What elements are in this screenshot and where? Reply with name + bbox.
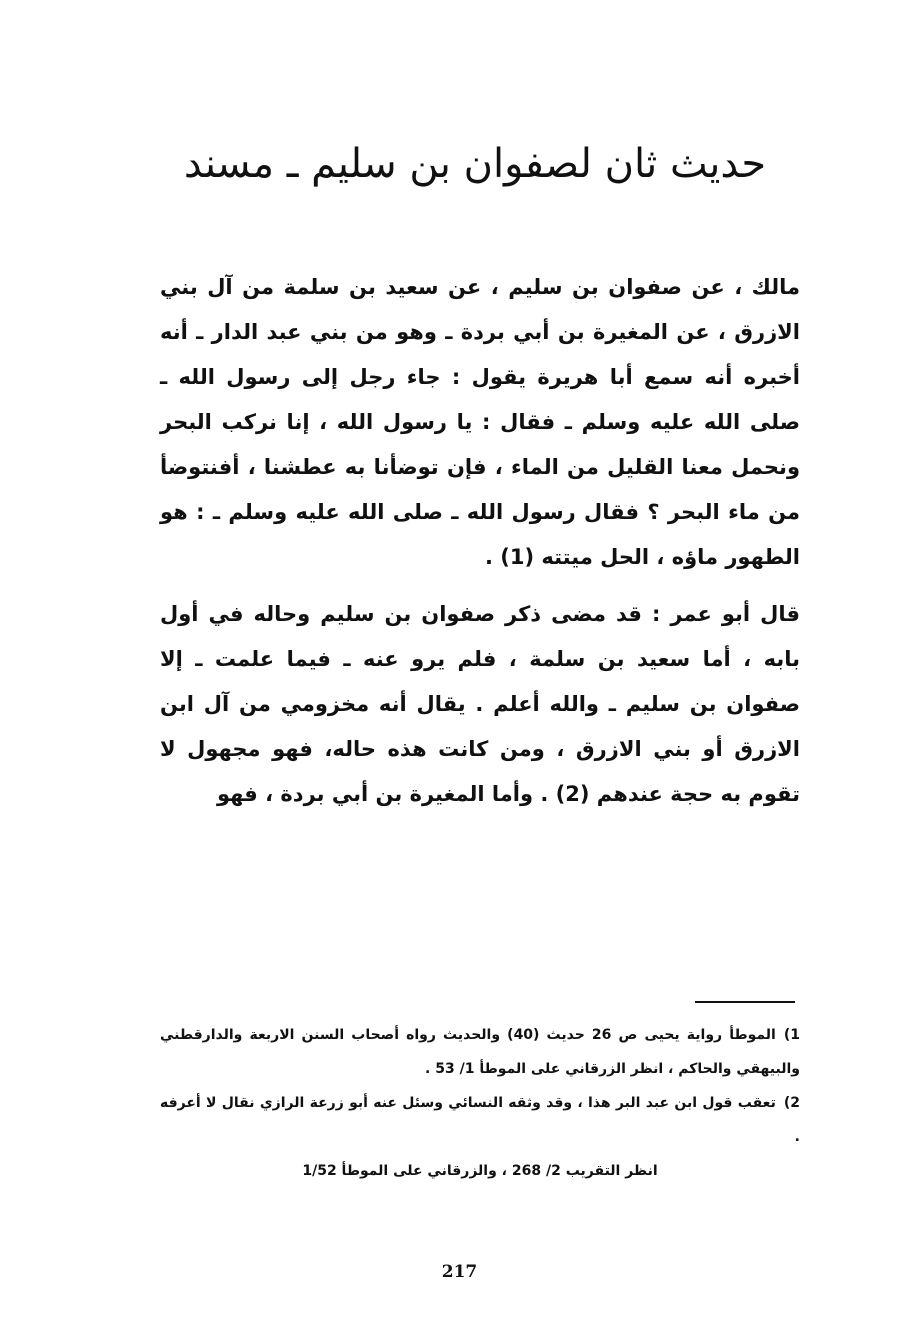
footnote-2-continuation: انظر التقريب 2/ 268 ، والزرقاني على الموطأ 1/52 [302,1163,658,1179]
paragraph-commentary: قال أبو عمر : قد مضى ذكر صفوان بن سليم وحاله في أول بابه ، أما سعيد بن سلمة ، فلم يرو عنه ـ فيما علمت ـ إلا صفوان بن سليم ـ والله أعلم . يقال أنه مخزومي من آل ابن الازرق أو بني الازرق ، ومن كانت هذه حاله، فهو مجهول لا تقوم به حجة عندهم (2) . وأما المغيرة بن أبي بردة ، فهو [160,602,800,806]
footnote-2-number: 2) [783,1095,800,1111]
footnote-2-text: تعقب قول ابن عبد البر هذا ، وقد وثقه النسائي وسئل عنه أبو زرعة الرازي نقال لا أعرفه . [160,1095,800,1145]
footnote-1-number: 1) [783,1027,801,1043]
footnotes [160,1018,800,1188]
page-title: حديث ثان لصفوان بن سليم ـ مسند [183,141,767,187]
page-number: 217 [441,1262,478,1282]
paragraph-hadith: مالك ، عن صفوان بن سليم ، عن سعيد بن سلمة من آل بني الازرق ، عن المغيرة بن أبي بردة ـ وهو من بني عبد الدار ـ أنه أخبره أنه سمع أبا هريرة يقول : جاء رجل إلى رسول الله ـ صلى الله عليه وسلم ـ فقال : يا رسول الله ، إنا نركب البحر ونحمل معنا القليل من الماء ، فإن توضأنا به عطشنا ، أفنتوضأ من ماء البحر ؟ فقال رسول الله ـ صلى الله عليه وسلم ـ : هو الطهور ماؤه ، الحل ميتته (1) . [160,275,800,569]
footnote-1-text: الموطأ رواية يحيى ص 26 حديث (40) والحديث رواه أصحاب السنن الاربعة والدارقطني والبيهقي والحاكم ، انظر الزرقاني على الموطأ 1/ 53 . [160,1027,800,1077]
footnote-2 [160,1086,800,1154]
footnote-separator [695,1001,795,1003]
footnote-1 [160,1018,800,1086]
